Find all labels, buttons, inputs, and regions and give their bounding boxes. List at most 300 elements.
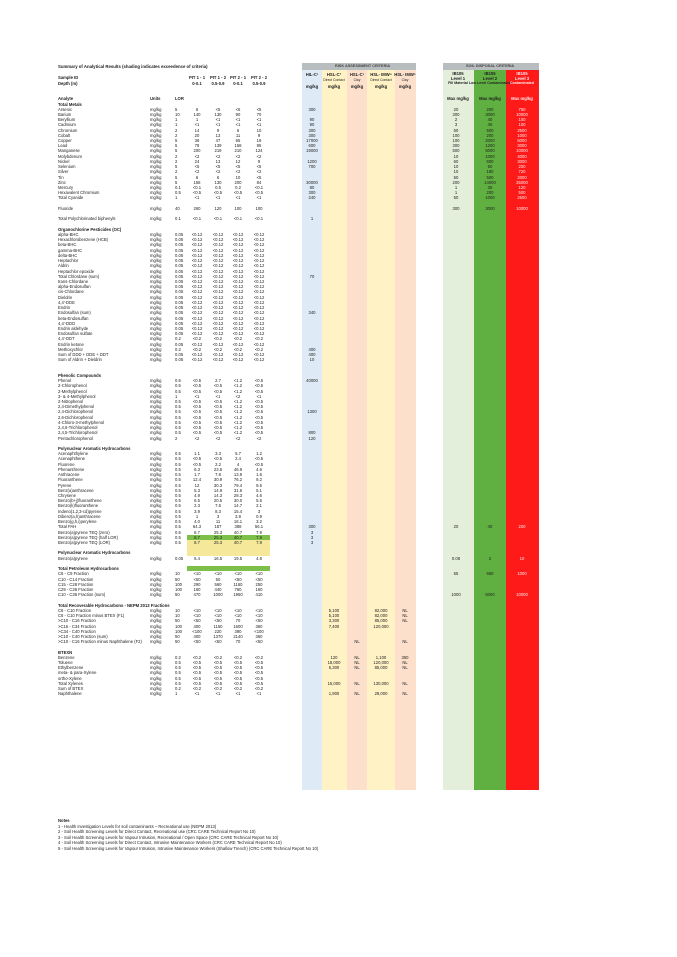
table-cell: 0.05 <box>175 247 184 253</box>
table-cell: <0.5 <box>254 665 264 671</box>
analyte-name: Phenanthrene <box>58 466 85 472</box>
table-cell: <1.2 <box>233 383 243 389</box>
table-cell: NL <box>354 639 360 645</box>
table-cell: 120 <box>214 205 222 211</box>
table-cell: <0.5 <box>192 414 202 420</box>
table-cell: <1 <box>256 122 262 128</box>
table-cell: 200 <box>486 190 494 196</box>
table-cell: 0.1 <box>175 216 181 222</box>
table-cell: 50 <box>175 592 180 598</box>
table-cell: 5 <box>175 138 178 144</box>
analyte-name: >C34 - C40 Fraction <box>58 628 96 634</box>
table-cell: 1200 <box>485 143 495 149</box>
table-cell: 1950 <box>233 592 243 598</box>
table-cell: 120 <box>308 435 316 441</box>
table-cell: <1 <box>256 195 262 201</box>
sample-depth-header: 0.5-0.9 <box>252 81 266 86</box>
table-cell: 50 <box>175 618 180 624</box>
table-cell: 84 <box>256 179 262 185</box>
table-cell: 500 <box>452 148 460 154</box>
table-cell: <1.2 <box>233 399 243 405</box>
analyte-name: C10 - C14 Fraction <box>58 576 94 582</box>
table-cell: mg/kg <box>150 670 162 676</box>
table-cell: 0.05 <box>175 555 184 561</box>
table-cell: <0.12 <box>253 299 265 305</box>
analyte-name: Sum of Aldrin + Dieldrin <box>58 357 102 363</box>
table-cell: <0.12 <box>253 357 265 363</box>
table-cell: <0.12 <box>191 294 203 300</box>
analyte-name: 2,6-Dichlorophenol <box>58 414 94 420</box>
table-cell: 2.4 <box>235 456 241 462</box>
sample-id-header: PIT 2 - 1 <box>229 75 247 80</box>
table-cell: <0.12 <box>253 242 265 248</box>
analyte-name: Endrin aldehyde <box>58 325 89 331</box>
table-cell: 78 <box>194 143 200 149</box>
table-cell: 200 <box>486 132 494 138</box>
table-cell: <0.12 <box>212 263 224 269</box>
analyte-name: Mercury <box>58 185 74 191</box>
table-cell: 14000 <box>484 179 496 185</box>
table-cell: 210 <box>234 148 242 154</box>
table-cell: 0.05 <box>175 294 184 300</box>
analyte-name: Sum of BTEX <box>58 686 84 692</box>
table-cell: <0.5 <box>233 190 243 196</box>
analyte-name: 2,4-Dimethylphenol <box>58 404 95 410</box>
analyte-name: Heptachlor epoxide <box>58 268 95 274</box>
table-cell: 2 <box>175 169 178 175</box>
table-cell: mg/kg <box>150 472 162 478</box>
table-cell: mg/kg <box>150 284 162 290</box>
table-cell: 3.3 <box>215 451 221 457</box>
table-cell: <0.12 <box>212 341 224 347</box>
table-cell: 8.7 <box>194 534 200 540</box>
table-cell: mg/kg <box>150 498 162 504</box>
table-cell: 4.6 <box>256 466 262 472</box>
table-cell: 7.8 <box>215 472 221 478</box>
table-cell: <0.5 <box>192 404 202 410</box>
table-cell: 3.2 <box>256 519 262 525</box>
table-cell: <0.1 <box>233 216 243 222</box>
table-cell: <0.12 <box>232 289 244 295</box>
table-cell: 65 <box>235 138 241 144</box>
table-cell: <1 <box>194 393 200 399</box>
table-cell: mg/kg <box>150 576 162 582</box>
soil-criteria-title: SOIL DISPOSAL CRITERIA <box>466 63 515 68</box>
table-cell: <0.12 <box>212 284 224 290</box>
table-cell: mg/kg <box>150 242 162 248</box>
table-cell: 10 <box>175 607 180 613</box>
table-cell: mg/kg <box>150 691 162 697</box>
table-cell: 1 <box>175 122 178 128</box>
table-cell: mg/kg <box>150 461 162 467</box>
table-cell: 0.5 <box>175 660 181 666</box>
analyte-name: Hexavalent Chromium <box>58 190 100 196</box>
table-cell: mg/kg <box>150 414 162 420</box>
table-cell: <0.12 <box>253 268 265 274</box>
table-cell: <2 <box>256 435 262 441</box>
table-cell: <0.2 <box>213 654 223 660</box>
table-cell: 187 <box>214 524 222 530</box>
depth-label: Depth (m) <box>58 81 78 86</box>
table-cell: mg/kg <box>150 346 162 352</box>
analyte-name: beta-BHC <box>58 242 77 248</box>
analyte-name: Copper <box>58 138 72 144</box>
table-cell: NL <box>402 691 408 697</box>
table-cell: 40 <box>487 117 493 123</box>
table-cell: NL <box>354 660 360 666</box>
table-cell: 4.0 <box>194 519 200 525</box>
table-cell: <0.5 <box>254 675 264 681</box>
table-cell: 180 <box>486 169 494 175</box>
table-cell: 0.5 <box>175 487 181 493</box>
table-cell: 0.5 <box>175 190 181 196</box>
table-cell: <0.12 <box>232 237 244 243</box>
table-cell: 4.9 <box>194 493 200 498</box>
table-cell: <0.12 <box>212 247 224 253</box>
table-cell: 25.3 <box>213 529 223 535</box>
analyte-name: Beryllium <box>58 117 76 123</box>
table-cell: <0.2 <box>213 336 223 342</box>
criteria-header: HIL-C¹ <box>305 72 319 77</box>
table-cell: 1,900 <box>328 691 340 697</box>
table-cell: 14 <box>194 127 200 133</box>
table-cell: 50 <box>175 633 180 639</box>
table-cell: <0.5 <box>254 409 264 415</box>
table-cell: <5 <box>256 164 262 170</box>
table-cell: 2000 <box>485 138 495 144</box>
table-cell: NL <box>402 665 408 671</box>
sample-id-header: PIT 1 - 2 <box>209 75 227 80</box>
table-cell: 0.5 <box>175 503 181 509</box>
criteria-unit: mg/kg <box>398 83 412 89</box>
table-cell: 14.9 <box>213 487 223 493</box>
table-cell: 7,400 <box>328 623 340 629</box>
table-cell: mg/kg <box>150 294 162 300</box>
analyte-name: Benzo(g,h,i)perylene <box>58 519 97 525</box>
table-cell: <0.12 <box>232 331 244 337</box>
table-cell: 200 <box>518 164 526 170</box>
table-cell: 5 <box>175 148 178 154</box>
table-cell: 1 <box>175 195 178 201</box>
table-cell: 12 <box>235 158 241 164</box>
table-cell: 80 <box>309 185 315 191</box>
table-cell: mg/kg <box>150 216 162 222</box>
table-cell: 400 <box>193 623 201 629</box>
disposal-level: Level 2 <box>482 75 498 81</box>
table-cell: 70 <box>235 639 241 645</box>
criteria-unit: mg/kg <box>374 83 388 89</box>
table-cell: 5 <box>175 106 178 112</box>
table-cell: 11 <box>235 132 241 138</box>
table-cell: <0.1 <box>192 185 202 191</box>
table-cell: 31.6 <box>233 487 243 493</box>
table-cell: <0.5 <box>254 456 264 462</box>
table-cell: mg/kg <box>150 258 162 264</box>
table-cell: 300 <box>308 127 316 133</box>
analyte-name: Endosulfan sulfate <box>58 331 93 337</box>
table-cell: 40.7 <box>233 529 243 535</box>
table-cell: mg/kg <box>150 299 162 305</box>
sample-id-header: PIT 2 - 2 <box>250 75 268 80</box>
table-cell: NL <box>402 607 408 613</box>
table-cell: 400 <box>308 352 316 358</box>
table-cell: <1.2 <box>233 388 243 394</box>
table-cell: 9 <box>257 158 261 164</box>
analyte-name: >C16 - C34 Fraction <box>58 623 96 629</box>
table-cell: 2 <box>175 158 178 164</box>
table-cell: 139 <box>214 143 222 149</box>
table-cell: <0.12 <box>191 273 203 279</box>
table-cell: <2 <box>235 393 241 399</box>
table-cell: 300 <box>308 106 316 112</box>
table-cell: 130 <box>214 111 222 117</box>
table-cell: 10 <box>175 613 180 619</box>
table-cell: 4000 <box>517 153 527 159</box>
disposal-unit: Max mg/kg <box>447 96 469 101</box>
table-cell: 300 <box>308 190 316 196</box>
analyte-name: 2,4,6-Trichlorophenol <box>58 425 98 431</box>
table-cell: <50 <box>214 618 222 624</box>
table-cell: <1 <box>215 393 221 399</box>
table-cell: 28.3 <box>233 493 243 498</box>
analyte-name: delta-BHC <box>58 252 78 258</box>
analyte-name: Ethylbenzene <box>58 665 84 671</box>
table-cell: <0.12 <box>253 284 265 290</box>
table-cell: 0.5 <box>175 665 181 671</box>
table-cell: mg/kg <box>150 111 162 117</box>
table-cell: 0.2 <box>175 686 181 692</box>
analyte-name: Cadmium <box>58 122 76 128</box>
analyte-name: Indeno(1,2,3-cd)pyrene <box>58 508 102 514</box>
table-cell: 76.2 <box>233 477 243 483</box>
table-cell: <2 <box>215 169 221 175</box>
table-cell: 2.1 <box>256 503 262 509</box>
table-cell: <0.12 <box>212 315 224 321</box>
table-cell: mg/kg <box>150 628 162 634</box>
analyte-name: BTEXN <box>58 649 73 655</box>
table-cell: mg/kg <box>150 252 162 258</box>
table-cell: <0.12 <box>212 299 224 305</box>
table-cell: 20 <box>453 524 459 530</box>
table-cell: mg/kg <box>150 399 162 405</box>
analyte-name: Manganese <box>58 148 80 154</box>
table-cell: 0.05 <box>175 310 184 316</box>
table-cell: mg/kg <box>150 174 162 180</box>
table-cell: mg/kg <box>150 268 162 274</box>
table-cell: 100 <box>452 138 460 144</box>
table-cell: 2.3 <box>194 503 200 509</box>
table-cell: 300 <box>452 143 460 149</box>
table-cell: <0.12 <box>191 352 203 358</box>
table-cell: 18,000 <box>327 660 341 666</box>
table-cell: 0.5 <box>175 430 181 436</box>
table-cell: <0.5 <box>192 675 202 681</box>
analyte-name: Benzo(a)pyrene TEQ (LOR) <box>58 539 111 545</box>
table-cell: 100 <box>255 205 263 211</box>
table-cell: 0.5 <box>175 414 181 420</box>
table-cell: <1 <box>215 691 221 697</box>
table-cell: 3 <box>310 534 314 540</box>
table-cell: 124 <box>255 148 263 154</box>
table-cell: 35000 <box>516 179 528 185</box>
table-cell: <0.12 <box>253 325 265 331</box>
table-cell: 200 <box>234 179 242 185</box>
table-cell: 240 <box>308 195 316 201</box>
analyte-name: Total Xylenes <box>58 680 83 686</box>
analyte-name: ortho-Xylene <box>58 675 82 681</box>
analyte-name: Arsenic <box>58 106 72 112</box>
table-cell: 1150 <box>213 623 223 629</box>
table-cell: 100 <box>518 117 526 123</box>
analyte-name: Silver <box>58 169 69 175</box>
sample-id-label: Sample ID <box>58 75 79 80</box>
table-cell: <50 <box>214 639 222 645</box>
table-cell: 3 <box>310 529 314 535</box>
table-cell: <5 <box>256 174 262 180</box>
table-cell: 5.1 <box>256 487 262 493</box>
table-cell: 15.4 <box>233 508 243 514</box>
analyte-name: gamma-BHC <box>58 247 83 253</box>
table-cell: 2 <box>175 132 178 138</box>
table-cell: 1.1 <box>194 451 200 457</box>
lor-label: LOR <box>175 96 184 101</box>
table-cell: <1.2 <box>233 409 243 415</box>
table-cell: 0.5 <box>175 477 181 483</box>
table-cell: <0.12 <box>191 232 203 237</box>
table-cell: mg/kg <box>150 357 162 363</box>
table-cell: 65 <box>453 571 459 577</box>
analyte-name: Phenolic Compounds <box>58 372 102 378</box>
table-cell: <0.12 <box>253 289 265 295</box>
table-cell: 2 <box>175 153 178 159</box>
table-cell: 260 <box>193 205 201 211</box>
table-cell: mg/kg <box>150 581 162 587</box>
table-cell: 200 <box>486 106 494 112</box>
table-cell: 410 <box>255 592 263 598</box>
table-cell: <0.12 <box>191 268 203 274</box>
table-cell: <0.2 <box>254 346 264 352</box>
analyte-name: Polynuclear Aromatic Hydrocarbons <box>58 550 131 556</box>
table-cell: 2.7 <box>215 378 221 384</box>
table-cell: 0.5 <box>175 493 181 498</box>
table-cell: 300 <box>308 132 316 138</box>
analyte-name: Acenaphthylene <box>58 451 89 457</box>
table-cell: 9 <box>216 127 220 133</box>
table-cell: <2 <box>215 435 221 441</box>
table-cell: 3.9 <box>235 513 241 519</box>
table-cell: 0.5 <box>175 472 181 478</box>
table-cell: <0.12 <box>212 268 224 274</box>
table-cell: 6.5 <box>194 498 200 504</box>
table-cell: mg/kg <box>150 482 162 488</box>
criteria-subheader: Clay <box>401 77 409 82</box>
note-line: 3 - Soil Health Screening Levels for Vapour Intrusion, Recreational / Open Space (CRC CARE Technical Report No 10) <box>58 834 279 840</box>
analyte-name: Total Chlordane (sum) <box>58 273 100 279</box>
analyte-name: >C10 - C16 Fraction minus Naphthalene (F2) <box>58 639 142 645</box>
table-cell: 0.5 <box>175 461 181 467</box>
disposal-level: Level 3 <box>514 75 530 81</box>
table-cell: 6 <box>216 174 220 180</box>
table-cell: <0.5 <box>233 670 243 676</box>
table-cell: 360 <box>255 623 263 629</box>
table-cell: <0.5 <box>213 419 223 425</box>
table-cell: <2 <box>194 153 200 159</box>
table-cell: 3000 <box>485 111 495 117</box>
table-cell: mg/kg <box>150 232 162 237</box>
table-cell: 2 <box>488 555 492 561</box>
table-cell: <100 <box>192 628 202 634</box>
table-cell: 5,300 <box>328 665 340 671</box>
table-cell: <0.12 <box>232 284 244 290</box>
table-cell: 4 <box>236 461 240 467</box>
analyte-name: Cobalt <box>58 132 71 138</box>
table-cell: mg/kg <box>150 138 162 144</box>
table-cell: 160 <box>193 586 201 592</box>
analyte-name: beta-Endosulfan <box>58 315 89 321</box>
table-cell: mg/kg <box>150 153 162 159</box>
table-cell: 0.5 <box>175 482 181 488</box>
table-cell: 9.2 <box>256 477 262 483</box>
table-cell: mg/kg <box>150 117 162 123</box>
table-cell: 5 <box>175 143 178 149</box>
table-cell: <50 <box>255 618 263 624</box>
table-cell: <0.12 <box>212 320 224 326</box>
table-cell: 20.5 <box>213 498 223 504</box>
table-cell: <0.12 <box>253 305 265 311</box>
criteria-header: HSL-C² <box>326 72 342 77</box>
table-cell: 6 <box>236 127 240 133</box>
table-cell: <0.12 <box>253 352 265 358</box>
table-cell: 85,000 <box>374 618 388 624</box>
table-cell: 100 <box>234 205 242 211</box>
table-cell: 24 <box>194 158 200 164</box>
criteria-unit: mg/kg <box>350 83 364 89</box>
table-cell: <0.12 <box>253 252 265 258</box>
table-cell: <10 <box>255 613 263 619</box>
table-cell: <0.2 <box>233 346 243 352</box>
table-cell: NL <box>402 613 408 619</box>
analyte-name: >C10 - C16 Fraction <box>58 618 96 624</box>
table-cell: 140 <box>193 111 201 117</box>
table-cell: mg/kg <box>150 278 162 284</box>
table-cell: mg/kg <box>150 388 162 394</box>
note-line: 5 - Soil Health Screening Levels for Vapour Intrusion, Intrusive Maintenance Workers (Shallow Trench) (CRC CARE Technical Report No 10) <box>58 846 319 851</box>
analyte-name: C6 - C10 Fraction minus BTEX (F1) <box>58 613 125 619</box>
table-cell: <0.12 <box>212 310 224 316</box>
table-cell: 10000 <box>516 205 528 211</box>
analyte-name: Benzene <box>58 654 75 660</box>
analyte-name: 4,4'-DDE <box>58 299 75 305</box>
table-cell: mg/kg <box>150 378 162 384</box>
table-cell: 100 <box>175 586 182 592</box>
table-cell: <10 <box>193 607 201 613</box>
table-cell: 0.5 <box>175 419 181 425</box>
table-cell: 250 <box>255 581 263 587</box>
table-cell: 13 <box>215 132 221 138</box>
table-cell: <0.12 <box>232 273 244 279</box>
table-cell: <0.12 <box>253 263 265 269</box>
table-cell: 10000 <box>516 592 528 598</box>
table-cell: 360 <box>255 633 263 639</box>
table-cell: 1000 <box>451 592 461 598</box>
table-cell: 6.3 <box>194 466 200 472</box>
disposal-header: IB105 <box>484 70 496 76</box>
table-cell: <0.1 <box>254 185 264 191</box>
table-cell: <1 <box>235 117 241 123</box>
table-cell: mg/kg <box>150 592 162 598</box>
table-cell: <10 <box>234 613 242 619</box>
table-cell: 120,000 <box>373 660 389 666</box>
